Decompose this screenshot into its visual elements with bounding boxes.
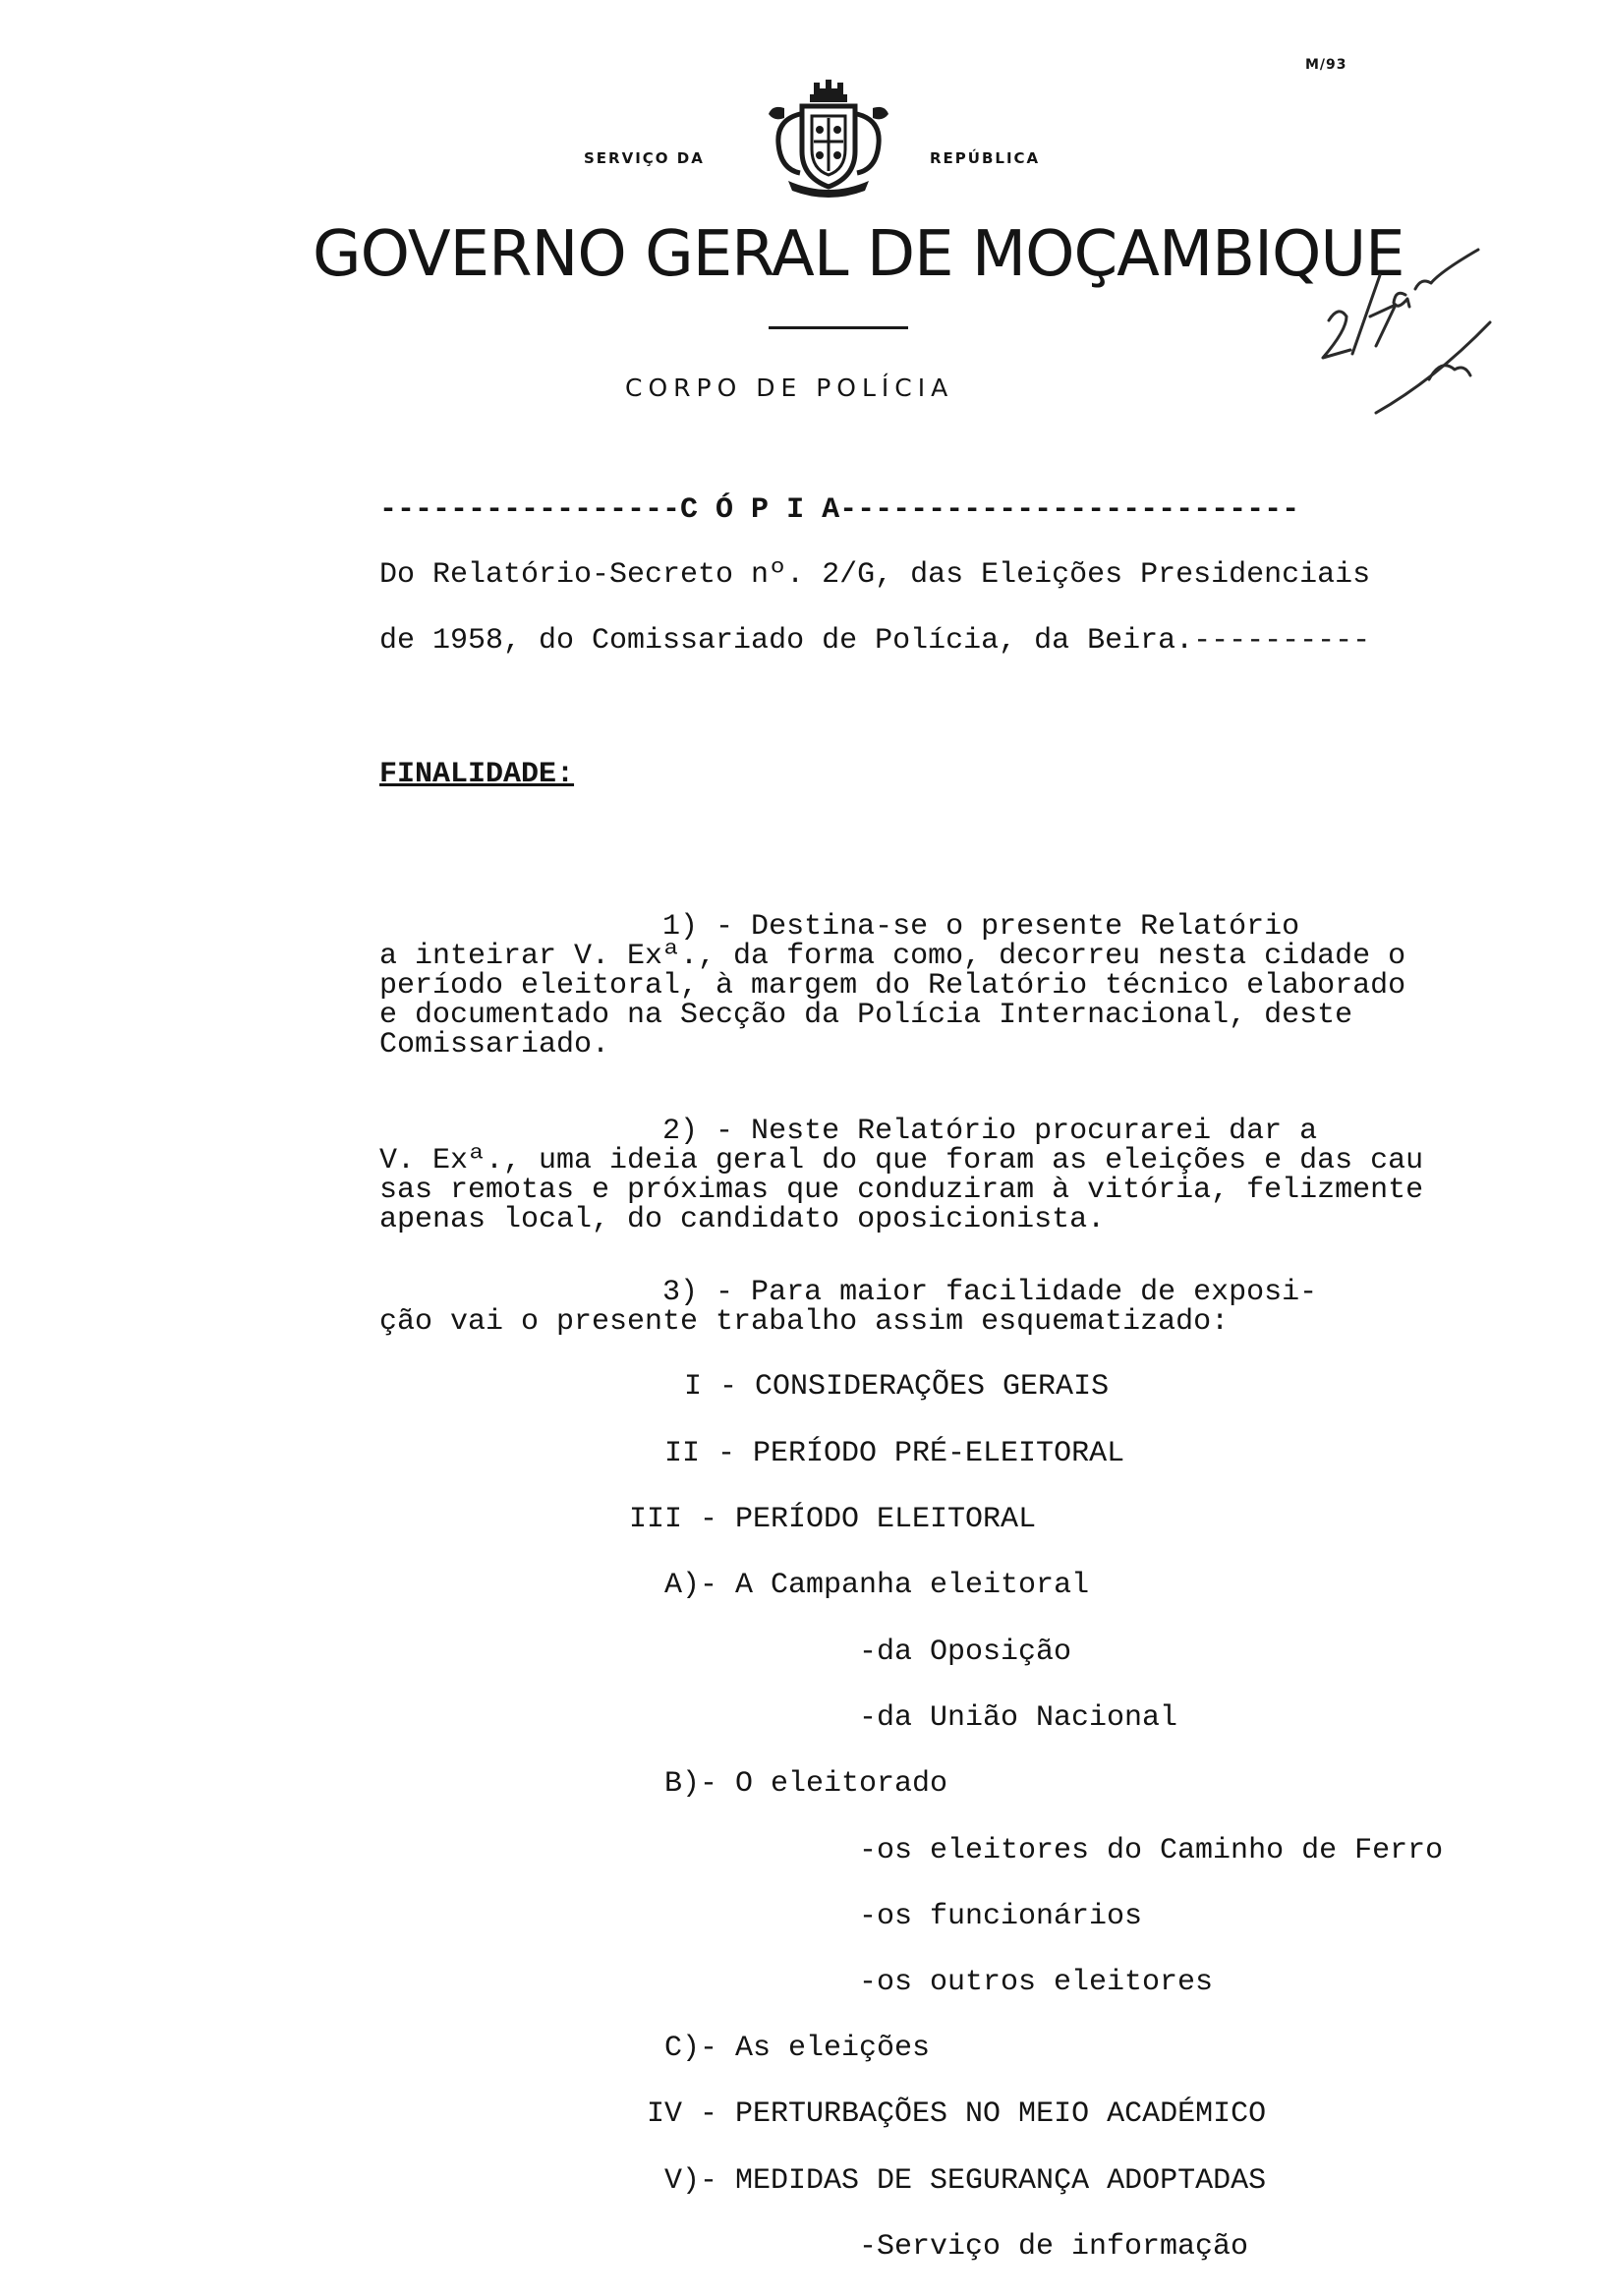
- origin-line: de 1958, do Comissariado de Polícia, da Beira.----------: [379, 624, 1371, 658]
- outline-item: -os eleitores do Caminho de Ferro: [859, 1834, 1444, 1867]
- outline-item: -da Oposição: [859, 1636, 1072, 1669]
- outline-item: B)- O eleitorado: [664, 1767, 948, 1801]
- outline-item: -da União Nacional: [859, 1701, 1178, 1735]
- paragraph-line: sas remotas e próximas que conduziram à vitória, felizmente: [379, 1174, 1424, 1207]
- form-code: M/93: [1305, 57, 1347, 73]
- paragraph-line: ção vai o presente trabalho assim esquematizado:: [379, 1305, 1230, 1339]
- origin-line: Do Relatório-Secreto nº. 2/G, das Eleições Presidenciais: [379, 558, 1371, 592]
- service-label-right: REPÚBLICA: [930, 149, 1041, 167]
- outline-item: A)- A Campanha eleitoral: [664, 1569, 1090, 1602]
- outline-item: C)- As eleições: [664, 2032, 931, 2065]
- unit-title: CORPO DE POLÍCIA: [625, 373, 954, 402]
- outline-item: I - CONSIDERAÇÕES GERAIS: [684, 1370, 1110, 1404]
- paragraph-line: apenas local, do candidato oposicionista.: [379, 1203, 1106, 1236]
- outline-item: -Serviço de informação: [859, 2230, 1249, 2264]
- divider-rule: [769, 326, 908, 329]
- copy-heading: -----------------C Ó P I A--------------------------: [379, 493, 1300, 527]
- coat-of-arms-icon: [755, 75, 902, 202]
- paragraph-line: 1) - Destina-se o presente Relatório: [379, 910, 1300, 944]
- outline-item: V)- MEDIDAS DE SEGURANÇA ADOPTADAS: [664, 2164, 1267, 2198]
- paragraph-line: Comissariado.: [379, 1028, 610, 1062]
- service-label-left: SERVIÇO DA: [584, 149, 705, 167]
- outline-item: -os outros eleitores: [859, 1966, 1214, 1999]
- paragraph-2: [379, 1117, 1510, 1234]
- paragraph-line: 3) - Para maior facilidade de exposi-: [379, 1276, 1318, 1309]
- paragraph-line: a inteirar V. Exª., da forma como, decorreu nesta cidade o: [379, 940, 1406, 973]
- paragraph-1: [379, 912, 1510, 1060]
- government-title: GOVERNO GERAL DE MOÇAMBIQUE: [313, 218, 1404, 291]
- handwritten-annotation: [1268, 232, 1523, 429]
- paragraph-line: 2) - Neste Relatório procurarei dar a: [379, 1115, 1318, 1148]
- outline-item: II - PERÍODO PRÉ-ELEITORAL: [664, 1437, 1125, 1470]
- paragraph-line: e documentado na Secção da Polícia Internacional, deste: [379, 999, 1353, 1032]
- outline-item: III - PERÍODO ELEITORAL: [629, 1503, 1037, 1536]
- paragraph-line: V. Exª., uma ideia geral do que foram as eleições e das cau: [379, 1144, 1424, 1177]
- paragraph-3: [379, 1278, 1510, 1337]
- outline-item: -os funcionários: [859, 1900, 1143, 1933]
- purpose-heading: FINALIDADE:: [379, 758, 575, 791]
- paragraph-line: período eleitoral, à margem do Relatório técnico elaborado: [379, 969, 1406, 1003]
- outline-item: IV - PERTURBAÇÕES NO MEIO ACADÉMICO: [647, 2097, 1267, 2131]
